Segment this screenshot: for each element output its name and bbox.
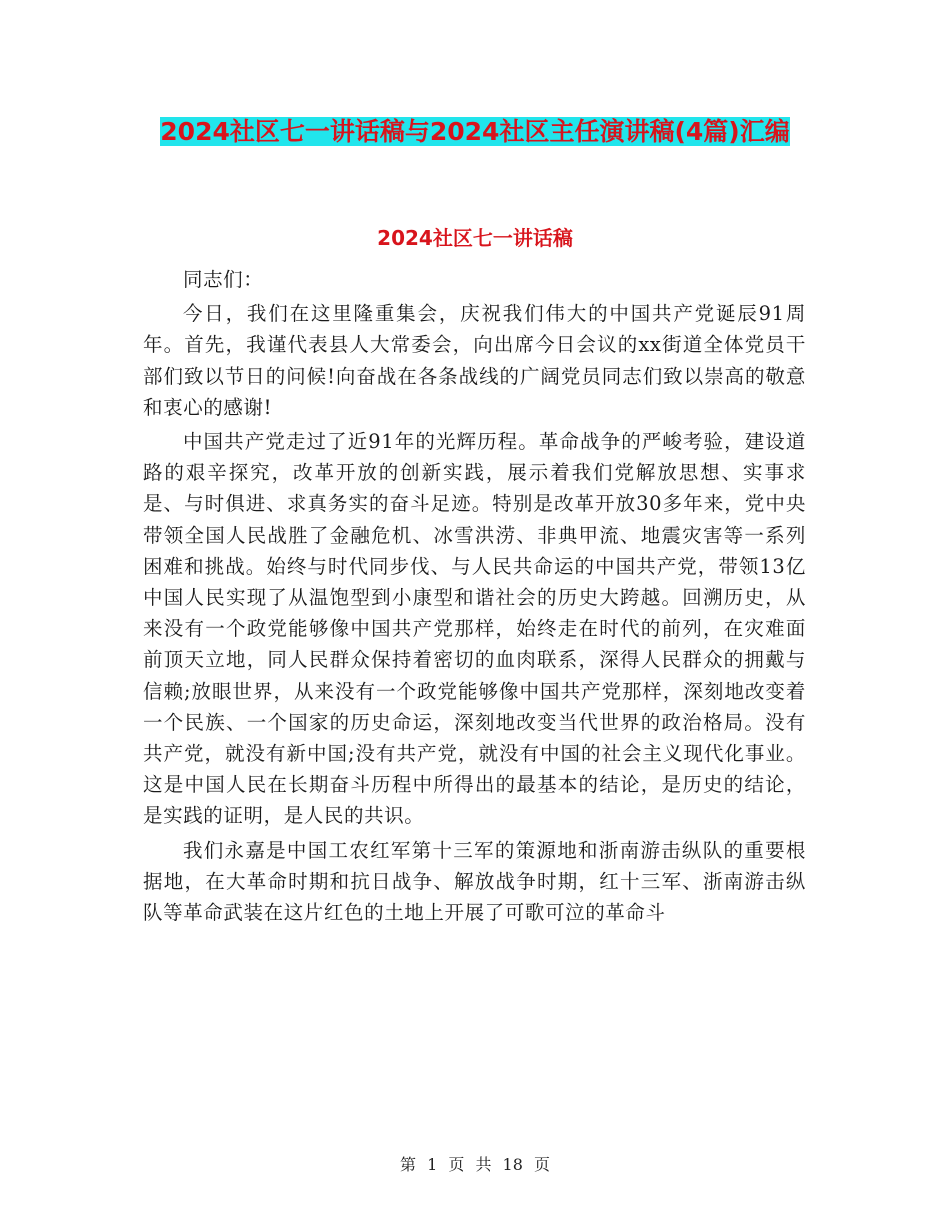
body-paragraph-2: 中国共产党走过了近91年的光辉历程。革命战争的严峻考验，建设道路的艰辛探究，改革开放的创新实践，展示着我们党解放思想、实事求是、与时俱进、求真务实的奋斗足迹。特别是改革开放30多年来，党中央带领全国人民战胜了金融危机、冰雪洪涝、非典甲流、地震灾害等一系列困难和挑战。始终与时代同步伐、与人民共命运的中国共产党，带领13亿中国人民实现了从温饱型到小康型和谐社会的历史大跨越。回溯历史，从来没有一个政党能够像中国共产党那样，始终走在时代的前列，在灾难面前顶天立地，同人民群众保持着密切的血肉联系，深得人民群众的拥戴与信赖;放眼世界，从来没有一个政党能够像中国共产党那样，深刻地改变着一个民族、一个国家的历史命运，深刻地改变当代世界的政治格局。没有共产党，就没有新中国;没有共产党，就没有中国的社会主义现代化事业。这是中国人民在长期奋斗历程中所得出的最基本的结论，是历史的结论，是实践的证明，是人民的共识。 [143,430,806,828]
document-body [143,264,806,928]
document-title [140,108,810,155]
greeting-paragraph: 同志们： [182,268,264,291]
body-paragraph-3: 我们永嘉是中国工农红军第十三军的策源地和浙南游击纵队的重要根据地，在大革命时期和抗日战争、解放战争时期，红十三军、浙南游击纵队等革命武装在这片红色的土地上开展了可歌可泣的革命斗 [143,838,806,925]
document-title-text: 2024社区七一讲话稿与2024社区主任演讲稿(4篇)汇编 [160,117,790,146]
page-footer: 第 1 页 共 18 页 [400,1155,550,1174]
body-paragraph-1: 今日，我们在这里隆重集会，庆祝我们伟大的中国共产党诞辰91周年。首先，我谨代表县人大常委会，向出席今日会议的xx街道全体党员干部们致以节日的问候!向奋战在各条战线的广阔党员同志们致以崇高的敬意和衷心的感谢! [143,302,806,419]
section-title: 2024社区七一讲话稿 [377,226,573,250]
